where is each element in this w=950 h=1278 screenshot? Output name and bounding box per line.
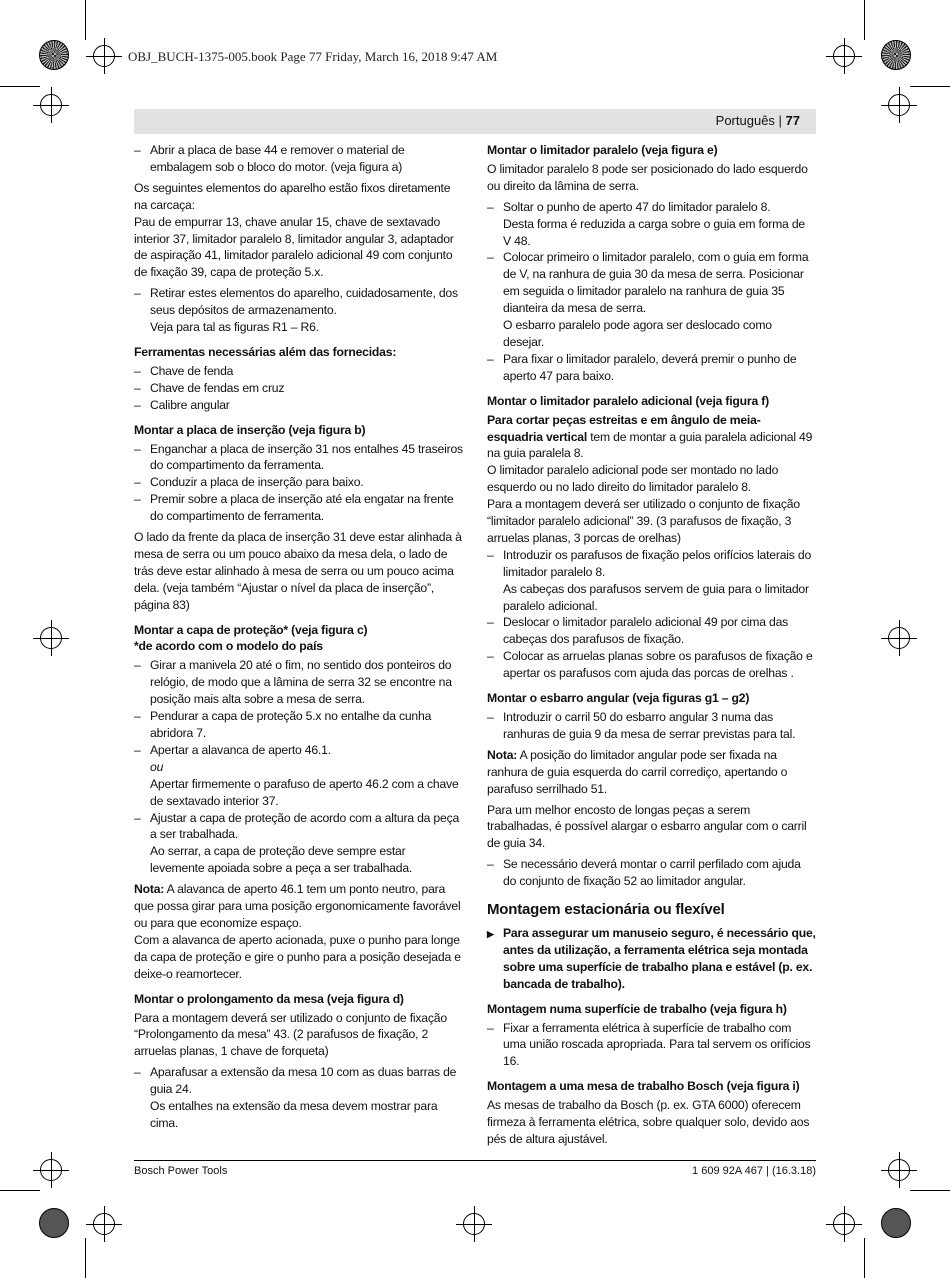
crosshair-mark bbox=[93, 1213, 115, 1235]
right-column bbox=[487, 142, 816, 1152]
paragraph bbox=[487, 412, 816, 463]
list-item: – Calibre angular bbox=[134, 397, 463, 414]
section-heading: Ferramentas necessárias além das fornecidas: bbox=[134, 344, 397, 359]
paragraph-text: tem de montar a guia paralela adicional 49 na guia paralela 8. bbox=[487, 429, 813, 461]
left-column bbox=[134, 142, 463, 1132]
note-text: A posição do limitador angular pode ser fixada na ranhura de guia esquerda do carril corrediço, apertando o parafuso serrilhado 51. bbox=[487, 747, 788, 796]
crosshair-mark bbox=[888, 94, 910, 116]
paragraph: Os seguintes elementos do aparelho estão fixos diretamente na carcaça: bbox=[134, 180, 451, 212]
list-item-text: Veja para tal as figuras R1 – R6. bbox=[150, 320, 319, 335]
list-item-text: O esbarro paralelo pode agora ser deslocado como desejar. bbox=[503, 318, 772, 349]
crop-line bbox=[85, 0, 86, 40]
section-subheading: *de acordo com o modelo do país bbox=[134, 639, 323, 654]
list-item: – Introduzir o carril 50 do esbarro angular 3 numa das ranhuras de guia 9 da mesa de serrar previstas para tal. bbox=[487, 709, 816, 743]
note-text: A alavanca de aperto 46.1 tem um ponto neutro, para que possa girar para uma posição ergonomicamente favorável ou para que economize espaço. bbox=[134, 882, 461, 930]
list-item-text: Desta forma é reduzida a carga sobre o guia em forma de V 48. bbox=[503, 216, 805, 248]
crosshair-mark bbox=[40, 94, 62, 116]
list-item bbox=[487, 547, 816, 615]
list-item: – Se necessário deverá montar o carril perfilado com ajuda do conjunto de fixação 52 ao limitador angular. bbox=[487, 856, 816, 890]
registration-star-top-right bbox=[881, 40, 911, 70]
section-heading: Montar o prolongamento da mesa (veja figura d) bbox=[134, 991, 404, 1006]
note bbox=[134, 881, 463, 932]
list-item-text: Apertar firmemente o parafuso de aperto 46.2 com a chave de sextavado interior 37. bbox=[150, 776, 459, 808]
paragraph: O lado da frente da placa de inserção 31 deve estar alinhada à mesa de serra ou um pouco abaixo da mesa dela, o lado de trás deve estar alinhado à mesa de serra ou um pouco acima dela. (veja também “Ajustar o nível da placa de inserção”, página 83) bbox=[134, 530, 462, 612]
note-label: Nota: bbox=[134, 882, 165, 897]
list-item: – Abrir a placa de base 44 e remover o material de embalagem sob o bloco do motor. (veja figura a) bbox=[134, 142, 463, 176]
warning-item: ▶ Para assegurar um manuseio seguro, é necessário que, antes da utilização, a ferramenta elétrica seja montada sobre uma superfície de trabalho plana e estável (p. ex. bancada de trabalho). bbox=[487, 925, 816, 993]
crop-line bbox=[864, 1238, 865, 1278]
list-item: – Enganchar a placa de inserção 31 nos entalhes 45 traseiros do compartimento da ferramenta. bbox=[134, 441, 463, 475]
list-item: – Premir sobre a placa de inserção até ela engatar na frente do compartimento de ferramenta. bbox=[134, 491, 463, 525]
registration-star-top-left bbox=[39, 40, 69, 70]
paragraph: As mesas de trabalho da Bosch (p. ex. GTA 6000) oferecem firmeza à ferramenta elétrica, sobre qualquer solo, devido aos pés de altura ajustável. bbox=[487, 1098, 810, 1146]
list-item: – Colocar as arruelas planas sobre os parafusos de fixação e apertar os parafusos com ajuda das porcas de orelhas . bbox=[487, 648, 816, 682]
list-item: – Girar a manivela 20 até o fim, no sentido dos ponteiros do relógio, de modo que a lâmina de serra 32 se encontre na posição mais alta sobre a mesa de serra. bbox=[134, 657, 463, 708]
registration-star-bottom-left bbox=[39, 1208, 69, 1238]
crosshair-mark bbox=[40, 1159, 62, 1181]
file-header: OBJ_BUCH-1375-005.book Page 77 Friday, March 16, 2018 9:47 AM bbox=[128, 49, 498, 64]
header-page-number: 77 bbox=[785, 113, 800, 128]
chapter-heading: Montagem estacionária ou flexível bbox=[487, 901, 725, 919]
list-item-text: – Retirar estes elementos do aparelho, cuidadosamente, dos seus depósitos de armazenamento. bbox=[150, 286, 458, 318]
crosshair-mark bbox=[833, 45, 855, 67]
list-item-text: – Apertar a alavanca de aperto 46.1. bbox=[150, 742, 331, 757]
section-heading: Montar a placa de inserção (veja figura b) bbox=[134, 422, 366, 437]
paragraph: Para a montagem deverá ser utilizado o conjunto de fixação “limitador paralelo adicional” 39. (3 parafusos de fixação, 3 arruelas planas, 3 porcas de orelhas) bbox=[487, 497, 800, 545]
list-item-text: Os entalhes na extensão da mesa devem mostrar para cima. bbox=[150, 1099, 438, 1130]
header-language: Português bbox=[715, 113, 775, 128]
list-item-text: – Soltar o punho de aperto 47 do limitador paralelo 8. bbox=[503, 199, 771, 214]
list-item-text: As cabeças dos parafusos servem de guia para o limitador paralelo adicional. bbox=[503, 581, 809, 613]
paragraph: Pau de empurrar 13, chave anular 15, chave de sextavado interior 37, limitador paralelo 8, limitador angular 3, adaptador de aspiração 41, limitador paralelo adicional 49 com conjunto de fixação 39, capa de proteção 5.x. bbox=[134, 214, 454, 280]
list-item-text: ou bbox=[150, 759, 164, 774]
crop-line bbox=[864, 0, 865, 40]
footer-right: 1 609 92A 467 | (16.3.18) bbox=[692, 1165, 816, 1177]
paragraph: Para a montagem deverá ser utilizado o conjunto de fixação “Prolongamento da mesa” 43. (2 parafusos de fixação, 2 arruelas planas, 1 chave de forqueta) bbox=[134, 1010, 447, 1059]
footer-left: Bosch Power Tools bbox=[134, 1165, 228, 1177]
list-item bbox=[134, 742, 463, 810]
list-item bbox=[487, 249, 816, 350]
crosshair-mark bbox=[40, 627, 62, 649]
list-item bbox=[134, 810, 463, 878]
paragraph: Para um melhor encosto de longas peças a serem trabalhadas, é possível alargar o esbarro angular com o carril de guia 34. bbox=[487, 802, 807, 851]
list-item bbox=[134, 1064, 463, 1132]
list-item bbox=[134, 285, 463, 336]
crop-line bbox=[85, 1238, 86, 1278]
crosshair-mark bbox=[463, 1213, 485, 1235]
crop-line bbox=[0, 86, 40, 87]
crop-line bbox=[910, 1190, 950, 1191]
section-heading: Montar o esbarro angular (veja figuras g1 – g2) bbox=[487, 691, 750, 706]
section-heading: Montar o limitador paralelo (veja figura e) bbox=[487, 143, 718, 157]
paragraph: Com a alavanca de aperto acionada, puxe o punho para longe da capa de proteção e gire o punho para a posição desejada e deixe-o reamortecer. bbox=[134, 932, 461, 981]
registration-star-bottom-right bbox=[881, 1208, 911, 1238]
page-header-bar bbox=[134, 109, 816, 134]
list-item: – Fixar a ferramenta elétrica à superfície de trabalho com uma união roscada apropriada. Para tal servem os orifícios 16. bbox=[487, 1020, 816, 1071]
list-item-text: – Colocar primeiro o limitador paralelo, com o guia em forma de V, na ranhura de guia 30 da mesa de serra. Posicionar em seguida o limitador paralelo na ranhura de guia 35 dianteira da mesa de serra. bbox=[503, 250, 809, 316]
crosshair-mark bbox=[833, 1213, 855, 1235]
crop-line bbox=[910, 86, 950, 87]
list-item: – Para fixar o limitador paralelo, deverá premir o punho de aperto 47 para baixo. bbox=[487, 351, 816, 385]
list-item-text: Ao serrar, a capa de proteção deve sempre estar levemente apoiada sobre a peça a ser trabalhada. bbox=[150, 844, 413, 876]
list-item: – Chave de fenda bbox=[134, 363, 463, 380]
crop-line bbox=[0, 1190, 40, 1191]
list-item-text: – Aparafusar a extensão da mesa 10 com as duas barras de guia 24. bbox=[150, 1065, 457, 1097]
crosshair-mark bbox=[93, 45, 115, 67]
note-label: Nota: bbox=[487, 747, 518, 762]
list-item: – Conduzir a placa de inserção para baixo. bbox=[134, 474, 463, 491]
list-item bbox=[487, 199, 816, 250]
emphasis: Para cortar peças estreitas e em ângulo de meia-esquadria vertical bbox=[487, 412, 761, 444]
crosshair-mark bbox=[888, 627, 910, 649]
page-footer bbox=[134, 1160, 816, 1177]
paragraph: O limitador paralelo 8 pode ser posicionado do lado esquerdo ou direito da lâmina de serra. bbox=[487, 161, 808, 193]
section-heading: Montar a capa de proteção* (veja figura c) bbox=[134, 622, 368, 637]
note bbox=[487, 747, 816, 798]
list-item: – Deslocar o limitador paralelo adicional 49 por cima das cabeças dos parafusos de fixação. bbox=[487, 614, 816, 648]
list-item-text: – Introduzir os parafusos de fixação pelos orifícios laterais do limitador paralelo 8. bbox=[503, 547, 812, 579]
header-separator: | bbox=[774, 113, 786, 128]
list-item: – Chave de fendas em cruz bbox=[134, 380, 463, 397]
page-header bbox=[716, 113, 800, 128]
paragraph: O limitador paralelo adicional pode ser montado no lado esquerdo ou no lado direito do limitador paralelo 8. bbox=[487, 463, 779, 495]
crosshair-mark bbox=[888, 1159, 910, 1181]
list-item: – Pendurar a capa de proteção 5.x no entalhe da cunha abridora 7. bbox=[134, 708, 463, 742]
section-heading: Montagem numa superfície de trabalho (veja figura h) bbox=[487, 1001, 787, 1016]
section-heading: Montagem a uma mesa de trabalho Bosch (veja figura i) bbox=[487, 1079, 800, 1094]
section-heading: Montar o limitador paralelo adicional (veja figura f) bbox=[487, 393, 769, 408]
list-item-text: – Ajustar a capa de proteção de acordo com a altura da peça a ser trabalhada. bbox=[150, 810, 460, 842]
